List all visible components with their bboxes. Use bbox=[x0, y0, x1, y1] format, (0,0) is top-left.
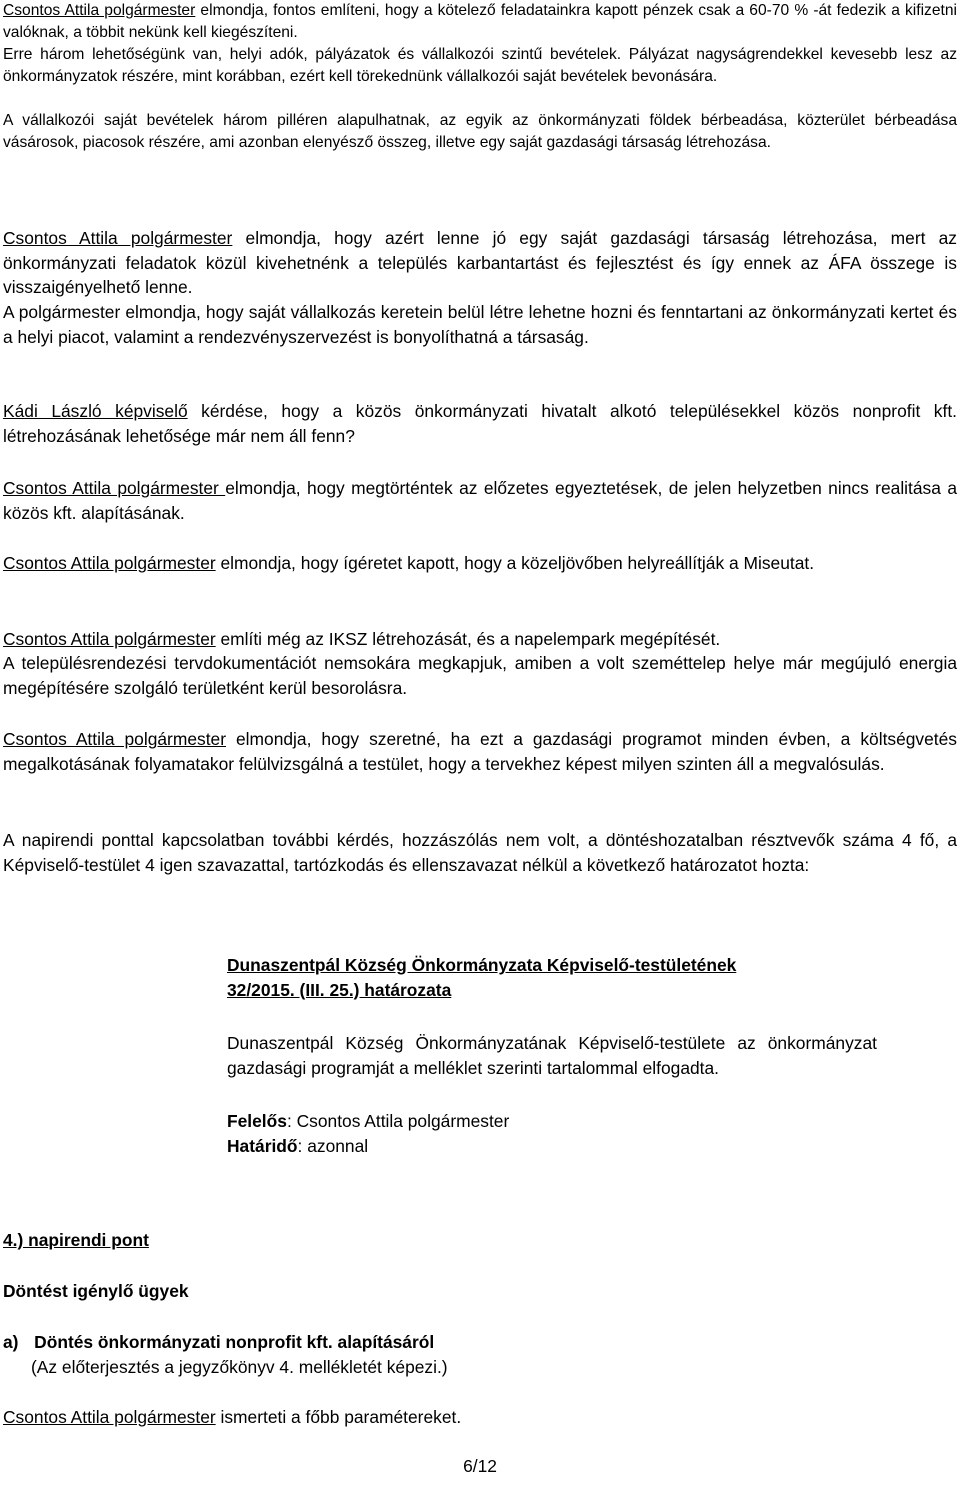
paragraph-text: elmondja, fontos említeni, hogy a kötelező feladatainkra kapott pénzek csak a 60-70 % -át fedezik a kifizetni valóknak, a többit nekünk kell kiegészíteni. bbox=[3, 2, 957, 41]
paragraph-text: elmondja, hogy megtörténtek az előzetes egyeztetések, de jelen helyzetben nincs realitása a közös kft. alapításának. bbox=[3, 478, 957, 523]
resolution-body: Dunaszentpál Község Önkormányzatának Képviselő-testülete az önkormányzat gazdasági programját a melléklet szerinti tartalommal elfogadta. bbox=[227, 1033, 877, 1078]
deadline-label: Határidő bbox=[227, 1135, 298, 1156]
paragraph-text: említi még az IKSZ létrehozását, és a napelempark megépítését. bbox=[215, 629, 721, 649]
speaker-name: Csontos Attila polgármester bbox=[3, 629, 216, 649]
agenda-section-title: Döntést igénylő ügyek bbox=[3, 1281, 189, 1301]
paragraph-text: elmondja, hogy azért lenne jó egy saját gazdasági társaság létrehozása, mert az önkormányzati feladatok közül kivehetnénk a település karbantartást és fejlesztést és így ennek az ÁFA összege is visszaigényelhető lenne. bbox=[3, 228, 958, 297]
resolution-block bbox=[227, 953, 877, 1158]
speaker-name: Kádi László képviselő bbox=[3, 401, 188, 421]
paragraph-councillor-question bbox=[3, 399, 957, 448]
resolution-responsible bbox=[227, 1109, 877, 1134]
speaker-name: Csontos Attila polgármester bbox=[3, 228, 233, 248]
deadline-value: : azonnal bbox=[297, 1135, 369, 1156]
paragraph-text: kérdése, hogy a közös önkormányzati hivatalt alkotó településekkel közös nonprofit kft. létrehozásának lehetősége már nem áll fenn? bbox=[3, 401, 957, 446]
paragraph-revenue-options: Erre három lehetőségünk van, helyi adók, pályázatok és vállalkozói szintű bevételek. Pályázat nagyságrendekkel kevesebb lesz az önkormányzatok részére, mint korábban, ezért kell törekednünk vállalkozói saját bevételek bevonására. bbox=[3, 46, 957, 85]
speaker-name: Csontos Attila polgármester bbox=[3, 553, 216, 573]
agenda-point-number: 4.) napirendi pont bbox=[3, 1230, 149, 1250]
paragraph-three-pillars: A vállalkozói saját bevételek három pilléren alapulhatnak, az egyik az önkormányzati földek bérbeadása, közterület bérbeadása vásárosok, piacosok részére, ami azonban elenyésző összeg, illetve egy saját gazdasági társaság létrehozása. bbox=[3, 112, 957, 151]
paragraph-text: elmondja, hogy szeretné, ha ezt a gazdasági programot minden évben, a költségvetés megalkotásának folyamatakor felülvizsgálná a testület, hogy a tervekhez képest milyen szinten áll a megvalósulás. bbox=[3, 729, 958, 774]
speaker-name: Csontos Attila polgármester bbox=[3, 478, 226, 498]
resolution-number: 32/2015. (III. 25.) határozata bbox=[227, 979, 452, 1000]
resolution-deadline bbox=[227, 1134, 877, 1159]
paragraph-annual-review bbox=[3, 727, 957, 776]
paragraph-parameters bbox=[3, 1405, 461, 1430]
paragraph-text: elmondja, hogy ígéretet kapott, hogy a közeljövőben helyreállítják a Miseutat. bbox=[215, 553, 815, 573]
agenda-item-note: (Az előterjesztés a jegyzőkönyv 4. mellékletét képezi.) bbox=[31, 1357, 448, 1377]
responsible-value: : Csontos Attila polgármester bbox=[286, 1111, 510, 1131]
agenda-item-text: Döntés önkormányzati nonprofit kft. alapításáról bbox=[34, 1332, 435, 1352]
paragraph-budget-coverage bbox=[3, 0, 957, 44]
paragraph-own-enterprise: A polgármester elmondja, hogy saját vállalkozás keretein belül létre lehetne hozni és fenntartani az önkormányzati kertet és a helyi piacot, valamint a rendezvényszervezést is bonyolíthatná a társaság. bbox=[3, 302, 957, 347]
paragraph-vote-summary: A napirendi ponttal kapcsolatban további kérdés, hozzászólás nem volt, a döntéshozatalban résztvevők száma 4 fő, a Képviselő-testület 4 igen szavazattal, tartózkodás és ellenszavazat nélkül a következő határozatot hozta: bbox=[3, 830, 957, 875]
agenda-item-letter: a) bbox=[3, 1332, 19, 1352]
paragraph-solar-park bbox=[3, 627, 957, 652]
speaker-name: Csontos Attila polgármester bbox=[3, 729, 226, 749]
paragraph-road-repair bbox=[3, 551, 957, 576]
speaker-name: Csontos Attila polgármester bbox=[3, 2, 196, 19]
resolution-title: Dunaszentpál Község Önkormányzata Képviselő-testületének bbox=[227, 955, 737, 975]
paragraph-consultations bbox=[3, 476, 957, 525]
speaker-name: Csontos Attila polgármester bbox=[3, 1407, 216, 1427]
page-number: 6/12 bbox=[463, 1456, 497, 1476]
paragraph-zoning-plan: A településrendezési tervdokumentációt nemsokára megkapjuk, amiben a volt szeméttelep helye már megújuló energia megépítésére szolgáló területként kerül besorolásra. bbox=[3, 653, 957, 698]
paragraph-company-benefit bbox=[3, 226, 957, 300]
agenda-item-title bbox=[3, 1330, 434, 1355]
paragraph-text: ismerteti a főbb paramétereket. bbox=[215, 1407, 462, 1427]
responsible-label: Felelős bbox=[227, 1111, 287, 1131]
